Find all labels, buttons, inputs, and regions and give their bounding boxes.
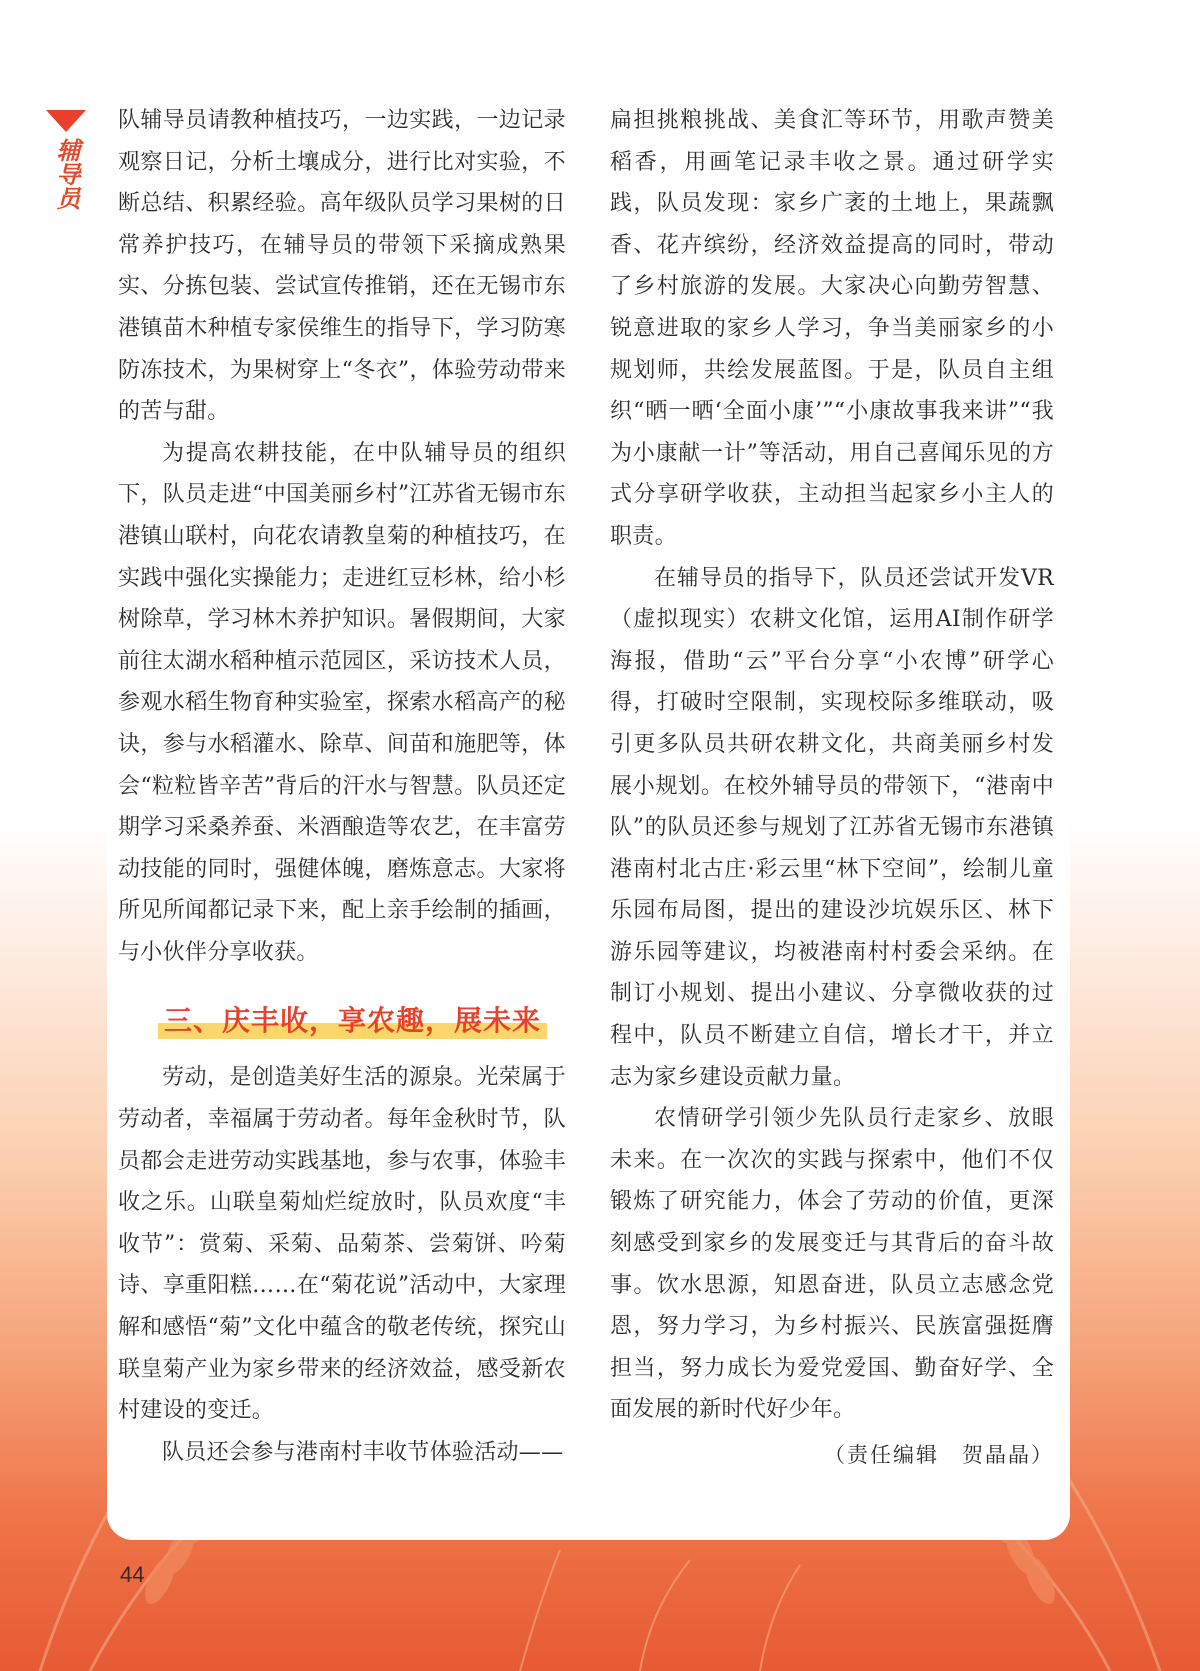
paragraph: 在辅导员的指导下，队员还尝试开发VR（虚拟现实）农耕文化馆，运用AI制作研学海报，借助“云”平台分享“小农博”研学心得，打破时空限制，实现校际多维联动，吸引更多队员共研农耕文化，共商美丽乡村发展小规划。在校外辅导员的带领下，“港南中队”的队员还参与规划了江苏省无锡市东港镇港南村北古庄·彩云里“林下空间”，绘制儿童乐园布局图，提出的建设沙坑娱乐区、林下游乐园等建议，均被港南村村委会采纳。在制订小规划、提出小建议、分享微收获的过程中，队员不断建立自信，增长才干，并立志为家乡建设贡献力量。 — [610, 565, 1054, 1090]
paragraph: 为提高农耕技能，在中队辅导员的组织下，队员走进“中国美丽乡村”江苏省无锡市东港镇山联村，向花农请教皇菊的种植技巧，在实践中强化实操能力；走进红豆杉林，给小杉树除草，学习林木养护知识。暑假期间，大家前往太湖水稻种植示范园区，采访技术人员，参观水稻生物育种实验室，探索水稻高产的秘诀，参与水稻灌水、除草、间苗和施肥等，体会“粒粒皆辛苦”背后的汗水与智慧。队员还定期学习采桑养蚕、米酒酿造等农艺，在丰富劳动技能的同时，强健体魄，磨炼意志。大家将所见所闻都记录下来，配上亲手绘制的插画，与小伙伴分享收获。 — [118, 440, 566, 965]
journal-logo — [46, 110, 86, 210]
paragraph: 扁担挑粮挑战、美食汇等环节，用歌声赞美稻香，用画笔记录丰收之景。通过研学实践，队员发现：家乡广袤的土地上，果蔬飘香、花卉缤纷，经济效益提高的同时，带动了乡村旅游的发展。大家决心向勤劳智慧、锐意进取的家乡人学习，争当美丽家乡的小规划师，共绘发展蓝图。于是，队员自主组织“晒一晒‘全面小康’”“小康故事我来讲”“我为小康献一计”等活动，用自己喜闻乐见的方式分享研学收获，主动担当起家乡小主人的职责。 — [610, 108, 1054, 549]
paragraph: 劳动，是创造美好生活的源泉。光荣属于劳动者，幸福属于劳动者。每年金秋时节，队员都会走进劳动实践基地，参与农事，体验丰收之乐。山联皇菊灿烂绽放时，队员欢度“丰收节”：赏菊、采菊、品菊茶、尝菊饼、吟菊诗、享重阳糕……在“菊花说”活动中，大家理解和感悟“菊”文化中蕴含的敬老传统，探究山联皇菊产业为家乡带来的经济效益，感受新农村建设的变迁。 — [118, 1065, 566, 1424]
right-column — [610, 100, 1054, 1477]
journal-logo-text: 辅导员 — [52, 138, 81, 210]
left-column — [118, 100, 566, 1473]
section-heading: 三、庆丰收，享农趣，展未来 — [164, 1001, 541, 1041]
red-triangle-icon — [46, 110, 86, 132]
editor-note: （责任编辑 贺晶晶） — [824, 1443, 1054, 1467]
paragraph: 队员还会参与港南村丰收节体验活动—— — [162, 1439, 564, 1465]
paragraph: 农情研学引领少先队员行走家乡、放眼未来。在一次次的实践与探索中，他们不仅锻炼了研究能力，体会了劳动的价值，更深刻感受到家乡的发展变迁与其背后的奋斗故事。饮水思源，知恩奋进，队员立志感念党恩，努力学习，为乡村振兴、民族富强挺膺担当，努力成长为爱党爱国、勤奋好学、全面发展的新时代好少年。 — [610, 1106, 1054, 1423]
paragraph: 队辅导员请教种植技巧，一边实践，一边记录观察日记，分析土壤成分，进行比对实验，不断总结、积累经验。高年级队员学习果树的日常养护技巧，在辅导员的带领下采摘成熟果实、分拣包装、尝试宣传推销，还在无锡市东港镇苗木种植专家侯维生的指导下，学习防寒防冻技术，为果树穿上“冬衣”，体验劳动带来的苦与甜。 — [118, 108, 566, 425]
page-number: 44 — [120, 1562, 145, 1587]
